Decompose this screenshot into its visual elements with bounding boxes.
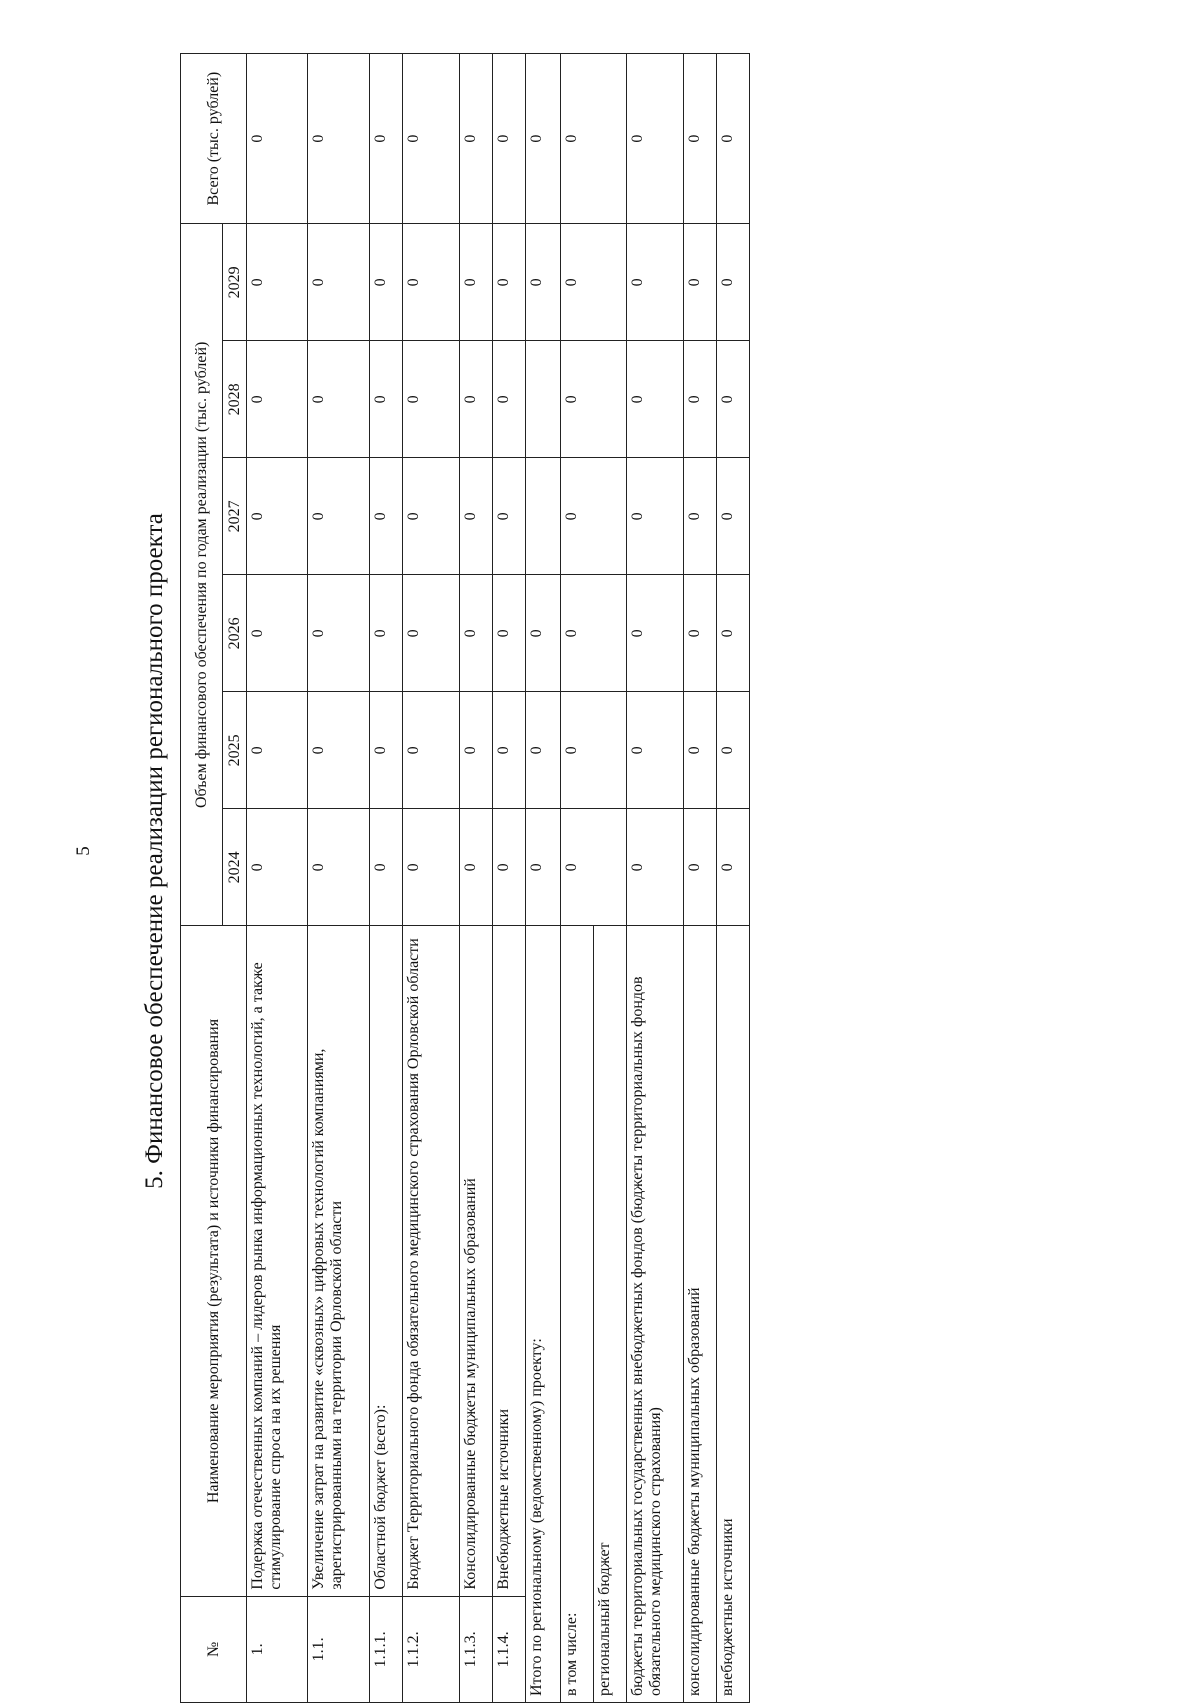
row-name: Увеличение затрат на развитие «сквозных» цифровых технологий компаниями, зарегистрированными на территории Орловской области bbox=[308, 926, 369, 1596]
table-row bbox=[402, 54, 459, 1703]
row-value: 0 bbox=[492, 575, 525, 692]
row-value: 0 bbox=[561, 809, 627, 926]
page-number: 5 bbox=[73, 846, 94, 856]
row-total: 0 bbox=[627, 54, 684, 224]
header-year: 2025 bbox=[223, 692, 247, 809]
row-total: 0 bbox=[683, 54, 716, 224]
table-row bbox=[369, 54, 402, 1703]
header-year: 2027 bbox=[223, 458, 247, 575]
table-row bbox=[525, 54, 560, 1703]
header-year: 2028 bbox=[223, 341, 247, 458]
table-row bbox=[683, 54, 716, 1703]
table-row bbox=[459, 54, 492, 1703]
row-value: 0 bbox=[247, 458, 308, 575]
row-value: 0 bbox=[247, 224, 308, 341]
row-name: бюджеты территориальных государственных внебюджетных фондов (бюджеты территориальных фондов обязательного медицинского страхования) bbox=[627, 926, 684, 1703]
row-name: региональный бюджет bbox=[594, 926, 627, 1703]
header-year: 2026 bbox=[223, 575, 247, 692]
row-value: 0 bbox=[492, 809, 525, 926]
row-value: 0 bbox=[492, 224, 525, 341]
row-total: 0 bbox=[525, 54, 560, 224]
row-value: 0 bbox=[308, 809, 369, 926]
row-value: 0 bbox=[308, 575, 369, 692]
row-value: 0 bbox=[525, 809, 560, 926]
row-name: Подержка отечественных компаний – лидеров рынка информационных технологий, а также стимулирование спроса на их решения bbox=[247, 926, 308, 1596]
row-value: 0 bbox=[716, 224, 749, 341]
row-value: 0 bbox=[627, 692, 684, 809]
row-value: 0 bbox=[525, 575, 560, 692]
row-name: в том числе: bbox=[561, 926, 594, 1703]
row-value: 0 bbox=[683, 575, 716, 692]
row-name: Итого по региональному (ведомственному) проекту: bbox=[525, 926, 560, 1703]
row-value: 0 bbox=[308, 458, 369, 575]
header-total: Всего (тыс. рублей) bbox=[181, 54, 247, 224]
row-value: 0 bbox=[525, 692, 560, 809]
row-name: внебюджетные источники bbox=[716, 926, 749, 1703]
row-value: 0 bbox=[627, 341, 684, 458]
row-total: 0 bbox=[247, 54, 308, 224]
row-value: 0 bbox=[402, 341, 459, 458]
table-row bbox=[716, 54, 749, 1703]
table-wrapper bbox=[180, 53, 750, 1703]
row-value: 0 bbox=[561, 458, 627, 575]
row-name: Консолидированные бюджеты муниципальных образований bbox=[459, 926, 492, 1596]
row-value: 0 bbox=[402, 575, 459, 692]
table-row bbox=[247, 54, 308, 1703]
row-value: 0 bbox=[308, 692, 369, 809]
row-number: 1.1.4. bbox=[492, 1596, 525, 1702]
header-year: 2029 bbox=[223, 224, 247, 341]
row-total: 0 bbox=[716, 54, 749, 224]
header-year: 2024 bbox=[223, 809, 247, 926]
row-value: 0 bbox=[247, 575, 308, 692]
row-total: 0 bbox=[459, 54, 492, 224]
row-value: 0 bbox=[683, 458, 716, 575]
row-value: 0 bbox=[459, 224, 492, 341]
table-row bbox=[627, 54, 684, 1703]
row-value: 0 bbox=[402, 458, 459, 575]
row-value: 0 bbox=[627, 458, 684, 575]
row-value: 0 bbox=[683, 809, 716, 926]
row-total: 0 bbox=[402, 54, 459, 224]
row-number: 1.1.1. bbox=[369, 1596, 402, 1702]
row-value: 0 bbox=[627, 224, 684, 341]
row-value: 0 bbox=[716, 341, 749, 458]
row-value: 0 bbox=[716, 575, 749, 692]
row-value: 0 bbox=[247, 692, 308, 809]
row-value: 0 bbox=[369, 224, 402, 341]
section-heading: 5. Финансовое обеспечение реализации регионального проекта bbox=[141, 513, 168, 1189]
row-number: 1.1.3. bbox=[459, 1596, 492, 1702]
row-value: 0 bbox=[716, 458, 749, 575]
row-value: 0 bbox=[459, 809, 492, 926]
row-value: 0 bbox=[561, 692, 627, 809]
row-value: 0 bbox=[459, 341, 492, 458]
row-value: 0 bbox=[402, 692, 459, 809]
row-value: 0 bbox=[561, 341, 627, 458]
row-value: 0 bbox=[627, 809, 684, 926]
row-value: 0 bbox=[561, 224, 627, 341]
row-number: 1.1. bbox=[308, 1596, 369, 1702]
table-row bbox=[308, 54, 369, 1703]
row-value: 0 bbox=[492, 692, 525, 809]
rotated-table-area bbox=[180, 53, 1200, 1696]
row-value: 0 bbox=[683, 692, 716, 809]
row-name: Бюджет Территориального фонда обязательного медицинского страхования Орловской области bbox=[402, 926, 459, 1596]
row-value: 0 bbox=[525, 224, 560, 341]
header-number: № bbox=[181, 1596, 247, 1702]
row-value: 0 bbox=[369, 341, 402, 458]
row-value: 0 bbox=[459, 575, 492, 692]
row-value: 0 bbox=[369, 692, 402, 809]
financing-table bbox=[180, 53, 750, 1703]
row-value: 0 bbox=[683, 341, 716, 458]
row-value: 0 bbox=[683, 224, 716, 341]
row-value: 0 bbox=[402, 224, 459, 341]
row-value: 0 bbox=[459, 692, 492, 809]
row-value bbox=[525, 341, 560, 458]
row-total: 0 bbox=[308, 54, 369, 224]
table-row bbox=[492, 54, 525, 1703]
row-value: 0 bbox=[716, 809, 749, 926]
row-value: 0 bbox=[369, 809, 402, 926]
row-value: 0 bbox=[247, 341, 308, 458]
row-value: 0 bbox=[308, 224, 369, 341]
header-name: Наименование мероприятия (результата) и источники финансирования bbox=[181, 926, 247, 1596]
row-value: 0 bbox=[308, 341, 369, 458]
row-total: 0 bbox=[492, 54, 525, 224]
row-value: 0 bbox=[369, 458, 402, 575]
row-value: 0 bbox=[492, 458, 525, 575]
row-value: 0 bbox=[627, 575, 684, 692]
row-name: консолидированные бюджеты муниципальных образований bbox=[683, 926, 716, 1703]
header-volume: Объем финансового обеспечения по годам реализации (тыс. рублей) bbox=[181, 224, 223, 926]
row-value: 0 bbox=[459, 458, 492, 575]
row-name: Внебюджетные источники bbox=[492, 926, 525, 1596]
row-total: 0 bbox=[369, 54, 402, 224]
row-value: 0 bbox=[561, 575, 627, 692]
row-total: 0 bbox=[561, 54, 627, 224]
row-value: 0 bbox=[716, 692, 749, 809]
row-value: 0 bbox=[402, 809, 459, 926]
row-value: 0 bbox=[492, 341, 525, 458]
row-number: 1.1.2. bbox=[402, 1596, 459, 1702]
row-value: 0 bbox=[247, 809, 308, 926]
row-value bbox=[525, 458, 560, 575]
row-value: 0 bbox=[369, 575, 402, 692]
row-number: 1. bbox=[247, 1596, 308, 1702]
table-row bbox=[561, 54, 594, 1703]
row-name: Областной бюджет (всего): bbox=[369, 926, 402, 1596]
